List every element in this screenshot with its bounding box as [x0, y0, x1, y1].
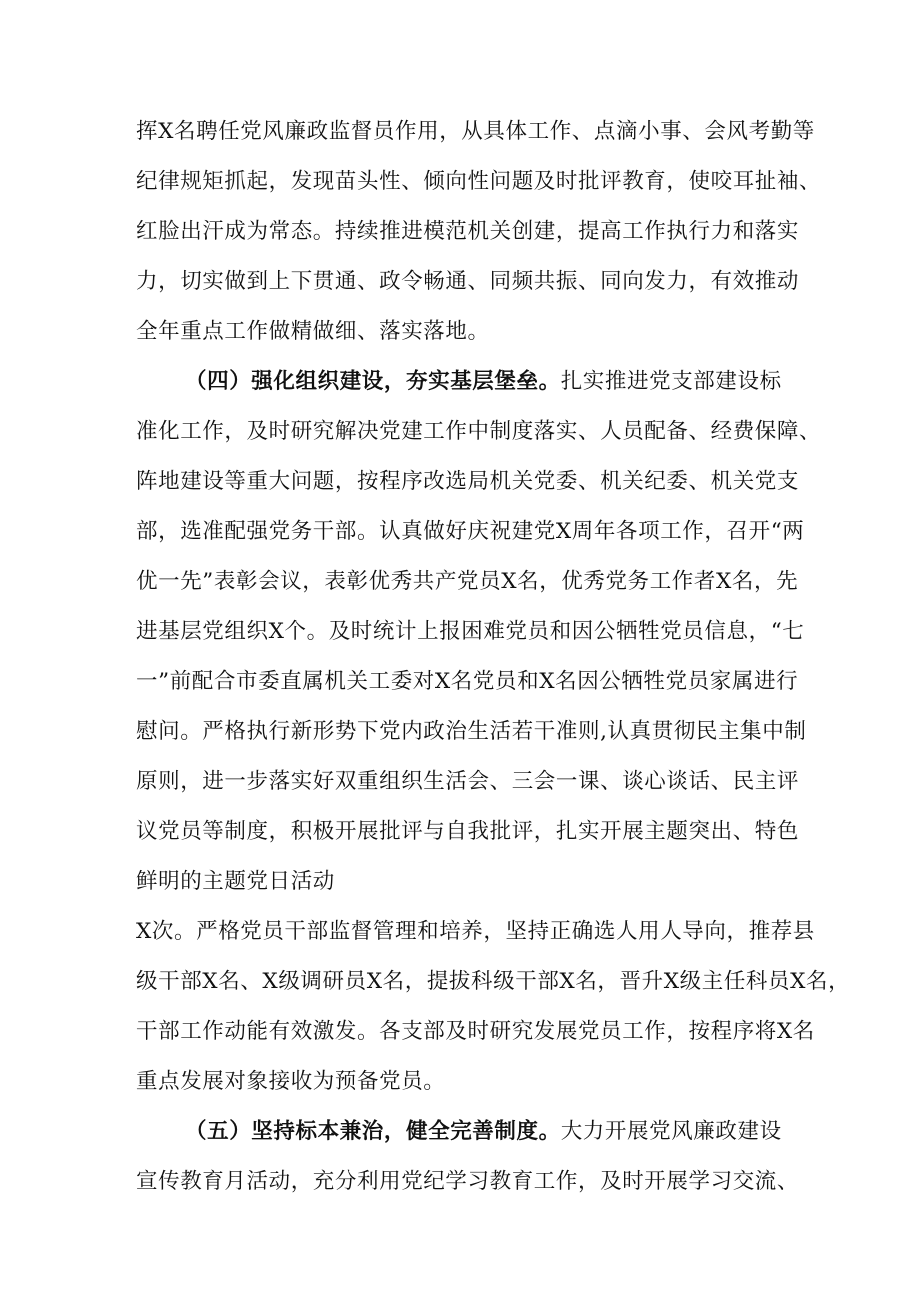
text-line: 进基层党组织X个。及时统计上报困难党员和因公牺牲党员信息，“七	[136, 619, 805, 644]
text-span: 扎实推进党支部建设标	[560, 369, 782, 394]
text-line: 一”前配合市委直属机关工委对X名党员和X名因公牺牲党员家属进行	[136, 669, 799, 694]
text-line: 重点发展对象接收为预备党员。	[136, 1069, 446, 1094]
text-line: 优一先”表彰会议，表彰优秀共产党员X名，优秀党务工作者X名，先	[136, 569, 799, 594]
section-heading: （五）坚持标本兼治，健全完善制度。	[185, 1119, 561, 1144]
text-line: 阵地建设等重大问题，按程序改选局机关党委、机关纪委、机关党支	[136, 469, 800, 494]
text-line: 挥X名聘任党风廉政监督员作用，从具体工作、点滴小事、会风考勤等	[136, 119, 815, 144]
text-line: 鲜明的主题党日活动	[136, 869, 335, 894]
paragraph-first-line	[185, 362, 782, 402]
text-line: X次。严格党员干部监督管理和培养，坚持正确选人用人导向，推荐县	[136, 919, 815, 944]
paragraph-first-line	[185, 1112, 782, 1152]
text-line: 力，切实做到上下贯通、政令畅通、同频共振、同向发力，有效推动	[136, 269, 800, 294]
text-line: 部，选准配强党务干部。认真做好庆祝建党X周年各项工作，召开“两	[136, 519, 805, 544]
text-line: 全年重点工作做精做细、落实落地。	[136, 319, 490, 344]
text-line: 红脸出汗成为常态。持续推进模范机关创建，提高工作执行力和落实	[136, 219, 800, 244]
text-line: 准化工作，及时研究解决党建工作中制度落实、人员配备、经费保障、	[136, 419, 822, 444]
section-heading: （四）强化组织建设，夯实基层堡垒。	[185, 369, 561, 394]
text-line: 议党员等制度，积极开展批评与自我批评，扎实开展主题突出、特色	[136, 819, 800, 844]
text-span: 大力开展党风廉政建设	[560, 1119, 782, 1144]
text-line: 慰问。严格执行新形势下党内政治生活若干准则,认真贯彻民主集中制	[136, 719, 807, 744]
text-line: 原则，进一步落实好双重组织生活会、三会一课、谈心谈话、民主评	[136, 769, 800, 794]
text-line: 级干部X名、X级调研员X名，提拔科级干部X名，晋升X级主任科员X名，	[136, 969, 851, 994]
text-line: 干部工作动能有效激发。各支部及时研究发展党员工作，按程序将X名	[136, 1019, 815, 1044]
text-line: 纪律规矩抓起，发现苗头性、倾向性问题及时批评教育，使咬耳扯袖、	[136, 169, 822, 194]
text-line: 宣传教育月活动，充分利用党纪学习教育工作，及时开展学习交流、	[136, 1169, 800, 1194]
